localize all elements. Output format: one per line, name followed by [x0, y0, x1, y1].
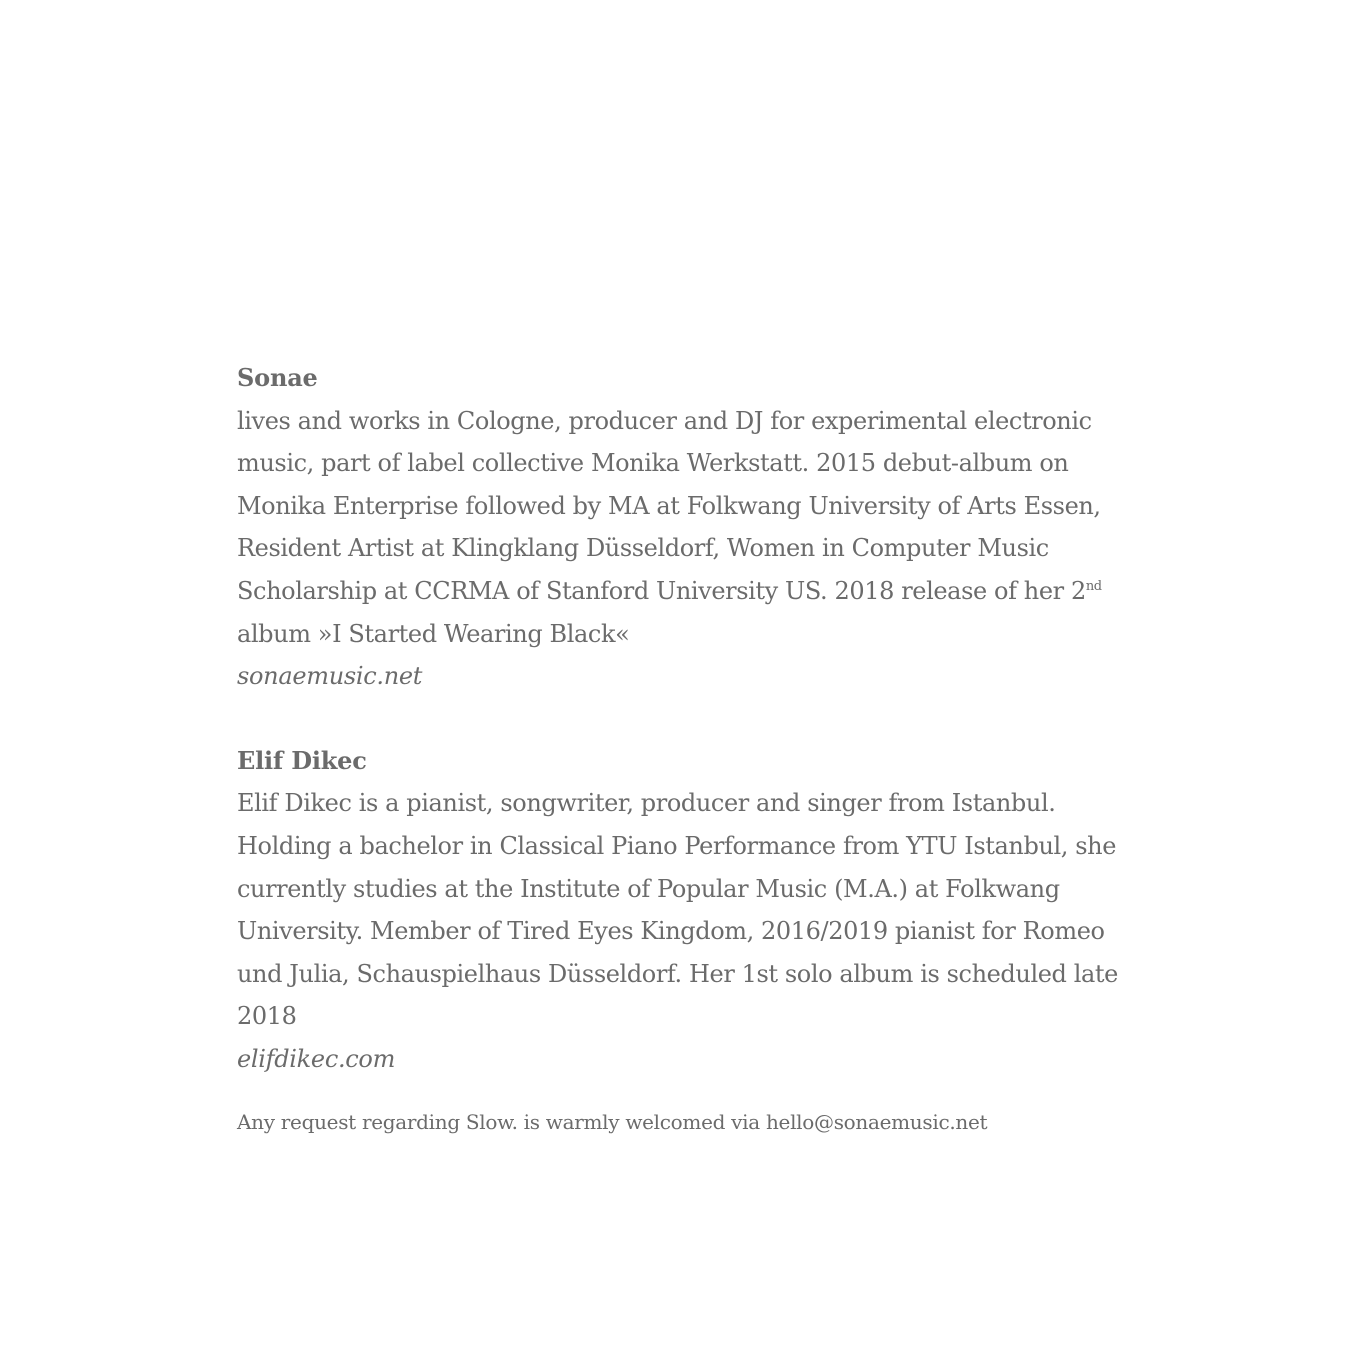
- website-link[interactable]: sonaemusic.net: [237, 662, 423, 691]
- bio-text-part: lives and works in Cologne, producer and DJ for experimental electronic music, part of label collective Monika Werkstatt. 2015 debut-album on Monika Enterprise followed by MA at Folkwang University of Arts Essen, Resident Artist at Klingklang Düsseldorf, Women in Computer Music Scholarship at CCRMA of Stanford University US. 2018 release of her 2: [237, 406, 1101, 605]
- contact-note: Any request regarding Slow. is warmly welcomed via hello@sonaemusic.net: [237, 1110, 988, 1134]
- bio-text-part: album »I Started Wearing Black«: [237, 619, 630, 648]
- website-link[interactable]: elifdikec.com: [237, 1044, 396, 1073]
- bio-text: Elif Dikec is a pianist, songwriter, producer and singer from Istanbul. Holding a bachelor in Classical Piano Performance from YTU Istanbul, she currently studies at the Institute of Popular Music (M.A.) at Folkwang University. Member of Tired Eyes Kingdom, 2016/2019 pianist for Romeo und Julia, Schauspielhaus Düsseldorf. Her 1st solo album is scheduled late 2018: [237, 789, 1118, 1031]
- bios-section: [237, 357, 1147, 1081]
- bio-name: Sonae: [237, 363, 318, 392]
- ordinal-suffix: nd: [1085, 578, 1102, 594]
- bio-name: Elif Dikec: [237, 745, 367, 775]
- bio-text: [237, 400, 1147, 656]
- bio-elif-dikec: [237, 740, 1147, 1081]
- bio-sonae: [237, 357, 1147, 698]
